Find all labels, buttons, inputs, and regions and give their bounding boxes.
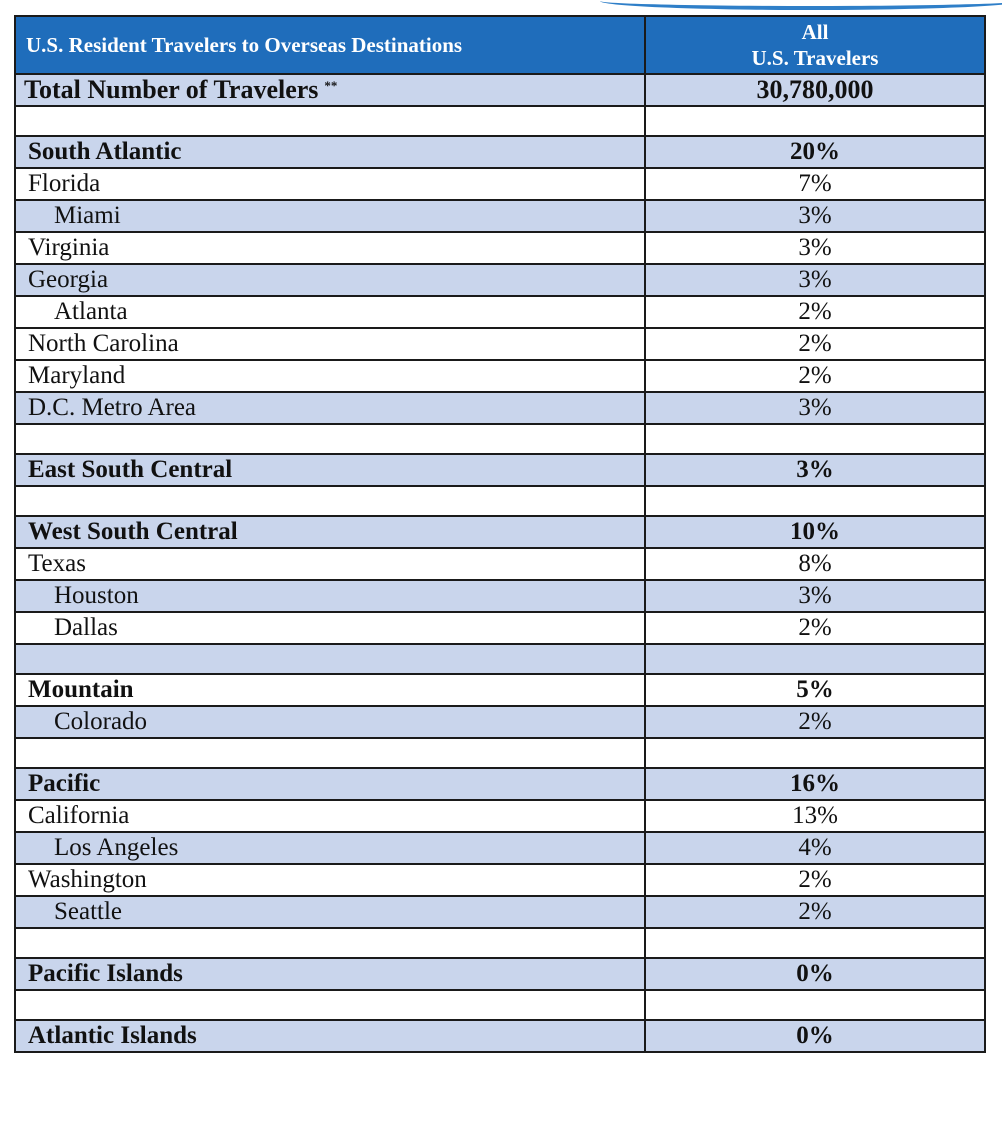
row-value: 2%	[645, 706, 985, 738]
row-label	[15, 106, 645, 136]
row-value: 2%	[645, 864, 985, 896]
table-body	[15, 74, 985, 1052]
row-value: 3%	[645, 392, 985, 424]
blank-row	[15, 486, 985, 516]
row-value: 20%	[645, 136, 985, 168]
row-value: 3%	[645, 200, 985, 232]
row-label: South Atlantic	[15, 136, 645, 168]
table-row	[15, 264, 985, 296]
table-row	[15, 832, 985, 864]
header-all-line2: U.S. Travelers	[751, 46, 879, 70]
region-row-south-atlantic	[15, 136, 985, 168]
row-value: 4%	[645, 832, 985, 864]
header-all-travelers	[645, 16, 985, 74]
row-label: Atlantic Islands	[15, 1020, 645, 1052]
row-label: Los Angeles	[15, 832, 645, 864]
row-value: 3%	[645, 232, 985, 264]
row-label: Georgia	[15, 264, 645, 296]
row-label: Maryland	[15, 360, 645, 392]
table-row	[15, 580, 985, 612]
row-label: East South Central	[15, 454, 645, 486]
footnote-mark: **	[324, 78, 338, 93]
row-value: 2%	[645, 296, 985, 328]
row-value: 3%	[645, 264, 985, 296]
total-label-cell	[15, 74, 645, 106]
row-label: Colorado	[15, 706, 645, 738]
header-all-line1: All	[801, 20, 829, 44]
total-label: Total Number of Travelers	[24, 75, 319, 104]
row-value: 2%	[645, 328, 985, 360]
table-row	[15, 612, 985, 644]
row-value: 8%	[645, 548, 985, 580]
row-value	[645, 738, 985, 768]
table-row	[15, 296, 985, 328]
table-row	[15, 896, 985, 928]
row-value: 2%	[645, 896, 985, 928]
row-value: 10%	[645, 516, 985, 548]
row-label: Miami	[15, 200, 645, 232]
table-row	[15, 706, 985, 738]
row-label: Atlanta	[15, 296, 645, 328]
total-value: 30,780,000	[645, 74, 985, 106]
row-label: Virginia	[15, 232, 645, 264]
row-label: North Carolina	[15, 328, 645, 360]
row-value	[645, 928, 985, 958]
table-header	[15, 16, 985, 74]
row-label	[15, 738, 645, 768]
row-label: D.C. Metro Area	[15, 392, 645, 424]
row-value: 7%	[645, 168, 985, 200]
row-label: Texas	[15, 548, 645, 580]
table-row	[15, 864, 985, 896]
blank-row	[15, 644, 985, 674]
table-row	[15, 328, 985, 360]
row-value: 0%	[645, 1020, 985, 1052]
blank-row	[15, 106, 985, 136]
row-label	[15, 424, 645, 454]
total-row	[15, 74, 985, 106]
row-label: Dallas	[15, 612, 645, 644]
table-row	[15, 548, 985, 580]
region-row-pacific-islands	[15, 958, 985, 990]
row-label	[15, 928, 645, 958]
row-label: Seattle	[15, 896, 645, 928]
table-row	[15, 360, 985, 392]
row-label: Florida	[15, 168, 645, 200]
blank-row	[15, 738, 985, 768]
row-label: Pacific Islands	[15, 958, 645, 990]
row-label: Mountain	[15, 674, 645, 706]
row-label: California	[15, 800, 645, 832]
header-destinations: U.S. Resident Travelers to Overseas Destinations	[15, 16, 645, 74]
row-value	[645, 990, 985, 1020]
row-label: Houston	[15, 580, 645, 612]
row-label	[15, 644, 645, 674]
region-row-atlantic-islands	[15, 1020, 985, 1052]
table-row	[15, 232, 985, 264]
blank-row	[15, 928, 985, 958]
row-value: 2%	[645, 612, 985, 644]
region-row-mountain	[15, 674, 985, 706]
travelers-table	[14, 15, 986, 1053]
region-row-pacific	[15, 768, 985, 800]
table-row	[15, 168, 985, 200]
row-label	[15, 990, 645, 1020]
row-value: 3%	[645, 454, 985, 486]
table-row	[15, 200, 985, 232]
row-label	[15, 486, 645, 516]
row-value	[645, 106, 985, 136]
row-value: 16%	[645, 768, 985, 800]
row-value: 2%	[645, 360, 985, 392]
row-value: 0%	[645, 958, 985, 990]
row-value: 3%	[645, 580, 985, 612]
region-row-west-south-central	[15, 516, 985, 548]
region-row-east-south-central	[15, 454, 985, 486]
row-value: 5%	[645, 674, 985, 706]
blank-row	[15, 424, 985, 454]
header-row	[15, 16, 985, 74]
row-value	[645, 644, 985, 674]
table-row	[15, 800, 985, 832]
blank-row	[15, 990, 985, 1020]
row-value: 13%	[645, 800, 985, 832]
row-value	[645, 424, 985, 454]
table-row	[15, 392, 985, 424]
top-decorative-swoosh	[600, 0, 1002, 10]
row-label: West South Central	[15, 516, 645, 548]
row-label: Pacific	[15, 768, 645, 800]
row-value	[645, 486, 985, 516]
row-label: Washington	[15, 864, 645, 896]
